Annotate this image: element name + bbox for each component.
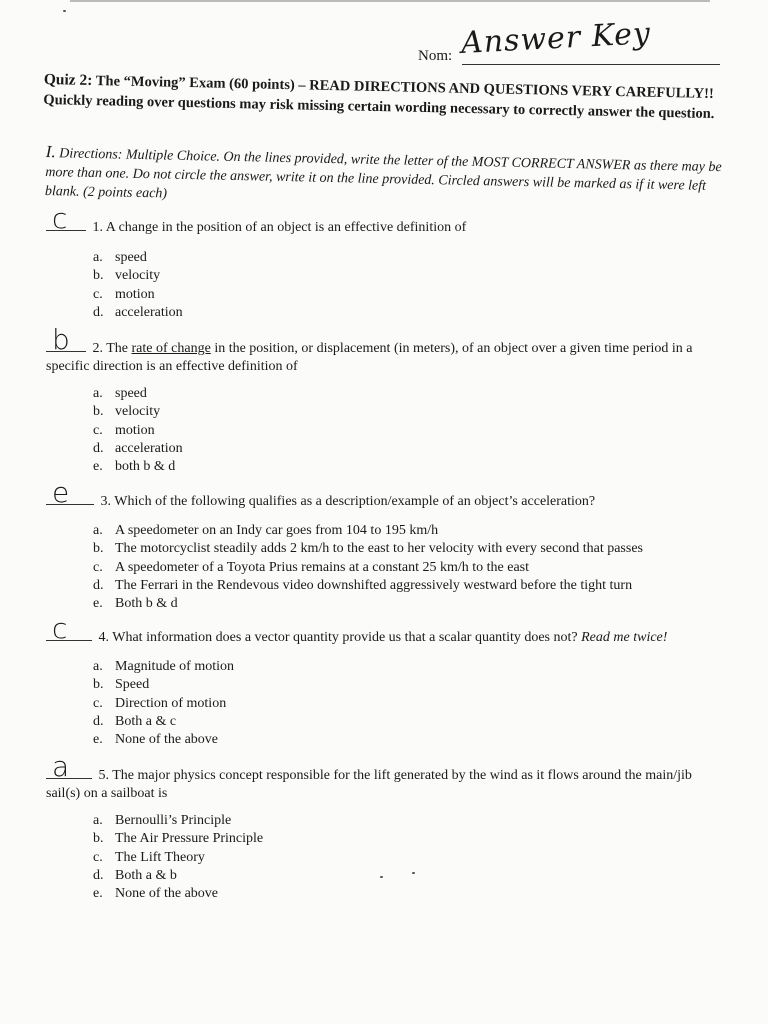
question-3	[46, 476, 736, 511]
option-letter: a.	[93, 250, 103, 265]
answer-line	[46, 323, 86, 356]
directions-text: Directions: Multiple Choice. On the lines provided, write the letter of the MOST CORRECT ANSWER as there may be more than one. Do not circle the answer, write it on the line provided. Circled answers will be marked as if it were left blank. (2 points each)	[44, 146, 722, 202]
option	[93, 658, 234, 676]
option	[93, 559, 643, 577]
option	[93, 867, 263, 885]
question-2-options	[93, 385, 183, 476]
option	[93, 676, 234, 694]
option-text: both b & d	[115, 459, 176, 475]
question-number: 4.	[98, 630, 109, 645]
option-letter: a.	[93, 813, 103, 828]
option	[93, 286, 183, 304]
option-letter: c.	[93, 286, 103, 302]
name-label: Nom:	[418, 48, 453, 64]
option-text: Both a & b	[115, 867, 177, 883]
option	[93, 577, 643, 595]
handwritten-answer: c	[52, 612, 68, 645]
handwritten-answer: a	[52, 750, 70, 783]
option	[93, 695, 234, 713]
option-letter: b.	[93, 677, 104, 693]
option	[93, 267, 183, 285]
option	[93, 849, 263, 867]
option-letter: c.	[93, 695, 103, 711]
quiz-title	[43, 70, 724, 124]
option-text: Magnitude of motion	[115, 659, 234, 674]
handwritten-answer: c	[52, 202, 68, 235]
option	[93, 458, 183, 476]
option-text: A speedometer of a Toyota Prius remains at a constant 25 km/h to the east	[115, 559, 529, 575]
option-letter: c.	[93, 849, 103, 865]
question-number: 5.	[98, 768, 109, 783]
option-letter: d.	[93, 713, 104, 729]
option-text: Direction of motion	[115, 695, 227, 711]
question-number: 2.	[92, 341, 103, 356]
option-text: The motorcyclist steadily adds 2 km/h to the east to her velocity with every second that passes	[115, 541, 643, 557]
question-4-options	[93, 658, 234, 749]
option	[93, 731, 234, 749]
directions-prefix: I.	[45, 142, 56, 162]
option-text: Both b & d	[115, 596, 178, 612]
option-text: Speed	[115, 677, 150, 693]
page-top-edge	[70, 0, 710, 2]
option-text: velocity	[115, 268, 161, 284]
question-emphasis: Read me twice!	[581, 630, 668, 645]
option-letter: e.	[93, 596, 103, 612]
option-text: The Air Pressure Principle	[115, 831, 264, 847]
scan-speck	[380, 876, 383, 878]
option-letter: a.	[93, 659, 103, 674]
option-text: speed	[115, 250, 147, 265]
handwritten-answer: b	[52, 323, 70, 356]
option-letter: c.	[93, 422, 103, 438]
option-letter: d.	[93, 867, 104, 883]
answer-line	[46, 476, 94, 509]
question-5	[46, 750, 726, 803]
question-1-options	[93, 249, 183, 322]
name-line	[462, 64, 720, 65]
option	[93, 595, 643, 613]
option-letter: e.	[93, 459, 103, 475]
answer-line	[46, 612, 92, 645]
option-text: motion	[115, 286, 155, 302]
question-text-before: The	[106, 341, 129, 356]
option	[93, 522, 643, 540]
option	[93, 540, 643, 558]
question-4	[46, 612, 736, 647]
directions	[45, 142, 726, 215]
option	[93, 440, 183, 458]
option	[93, 403, 183, 421]
question-text: The major physics concept responsible for the lift generated by the wind as it flows around the main/jib sail(s) on a sailboat is	[46, 768, 692, 801]
question-3-options	[93, 522, 643, 613]
option-text: velocity	[115, 404, 161, 420]
question-5-options	[93, 812, 263, 903]
question-text-after: in the position, or displacement (in meters), of an object over a given time period in a specific direction is an effective definition of	[46, 341, 693, 374]
answer-line	[46, 202, 86, 235]
option	[93, 422, 183, 440]
option	[93, 249, 183, 267]
option-text: speed	[115, 386, 147, 401]
scan-speck	[412, 872, 415, 874]
option	[93, 885, 263, 903]
question-text: What information does a vector quantity provide us that a scalar quantity does not?	[112, 630, 578, 645]
option-letter: e.	[93, 732, 103, 748]
option	[93, 812, 263, 830]
question-text: A change in the position of an object is an effective definition of	[105, 220, 467, 235]
question-number: 1.	[92, 220, 103, 235]
option-letter: b.	[93, 541, 104, 557]
question-number: 3.	[100, 494, 111, 509]
option	[93, 304, 183, 322]
option-letter: b.	[93, 268, 104, 284]
quiz-title-prefix: Quiz 2:	[43, 70, 93, 90]
option-letter: a.	[93, 386, 103, 401]
question-2	[46, 323, 726, 376]
question-text-underlined: rate of change	[131, 341, 211, 356]
name-handwritten: Answer Key	[460, 16, 652, 62]
option-text: acceleration	[115, 440, 183, 456]
option-letter: c.	[93, 559, 103, 575]
answer-line	[46, 750, 92, 783]
option-text: motion	[115, 422, 155, 438]
option	[93, 713, 234, 731]
option	[93, 830, 263, 848]
question-1	[46, 202, 736, 237]
option-text: A speedometer on an Indy car goes from 104 to 195 km/h	[115, 523, 439, 538]
option-letter: d.	[93, 304, 104, 320]
option-letter: e.	[93, 886, 103, 902]
option-letter: d.	[93, 440, 104, 456]
option-text: The Lift Theory	[115, 849, 205, 865]
handwritten-answer: e	[52, 476, 70, 509]
option-text: None of the above	[115, 732, 219, 748]
option-letter: b.	[93, 831, 104, 847]
option-letter: a.	[93, 523, 103, 538]
option-text: The Ferrari in the Rendevous video downshifted aggressively westward before the tight turn	[115, 577, 633, 593]
option	[93, 385, 183, 403]
option-letter: d.	[93, 577, 104, 593]
question-text: Which of the following qualifies as a description/example of an object’s acceleration?	[114, 494, 596, 509]
option-text: Both a & c	[115, 713, 177, 729]
option-text: Bernoulli’s Principle	[115, 813, 232, 828]
quiz-title-text: The “Moving” Exam (60 points) – READ DIRECTIONS AND QUESTIONS VERY CAREFULLY!! Quickly reading over questions may risk missing certain wording necessary to correctly answer the question.	[43, 73, 715, 123]
option-letter: b.	[93, 404, 104, 420]
option-text: acceleration	[115, 304, 183, 320]
scan-speck	[63, 10, 66, 12]
option-text: None of the above	[115, 886, 219, 902]
